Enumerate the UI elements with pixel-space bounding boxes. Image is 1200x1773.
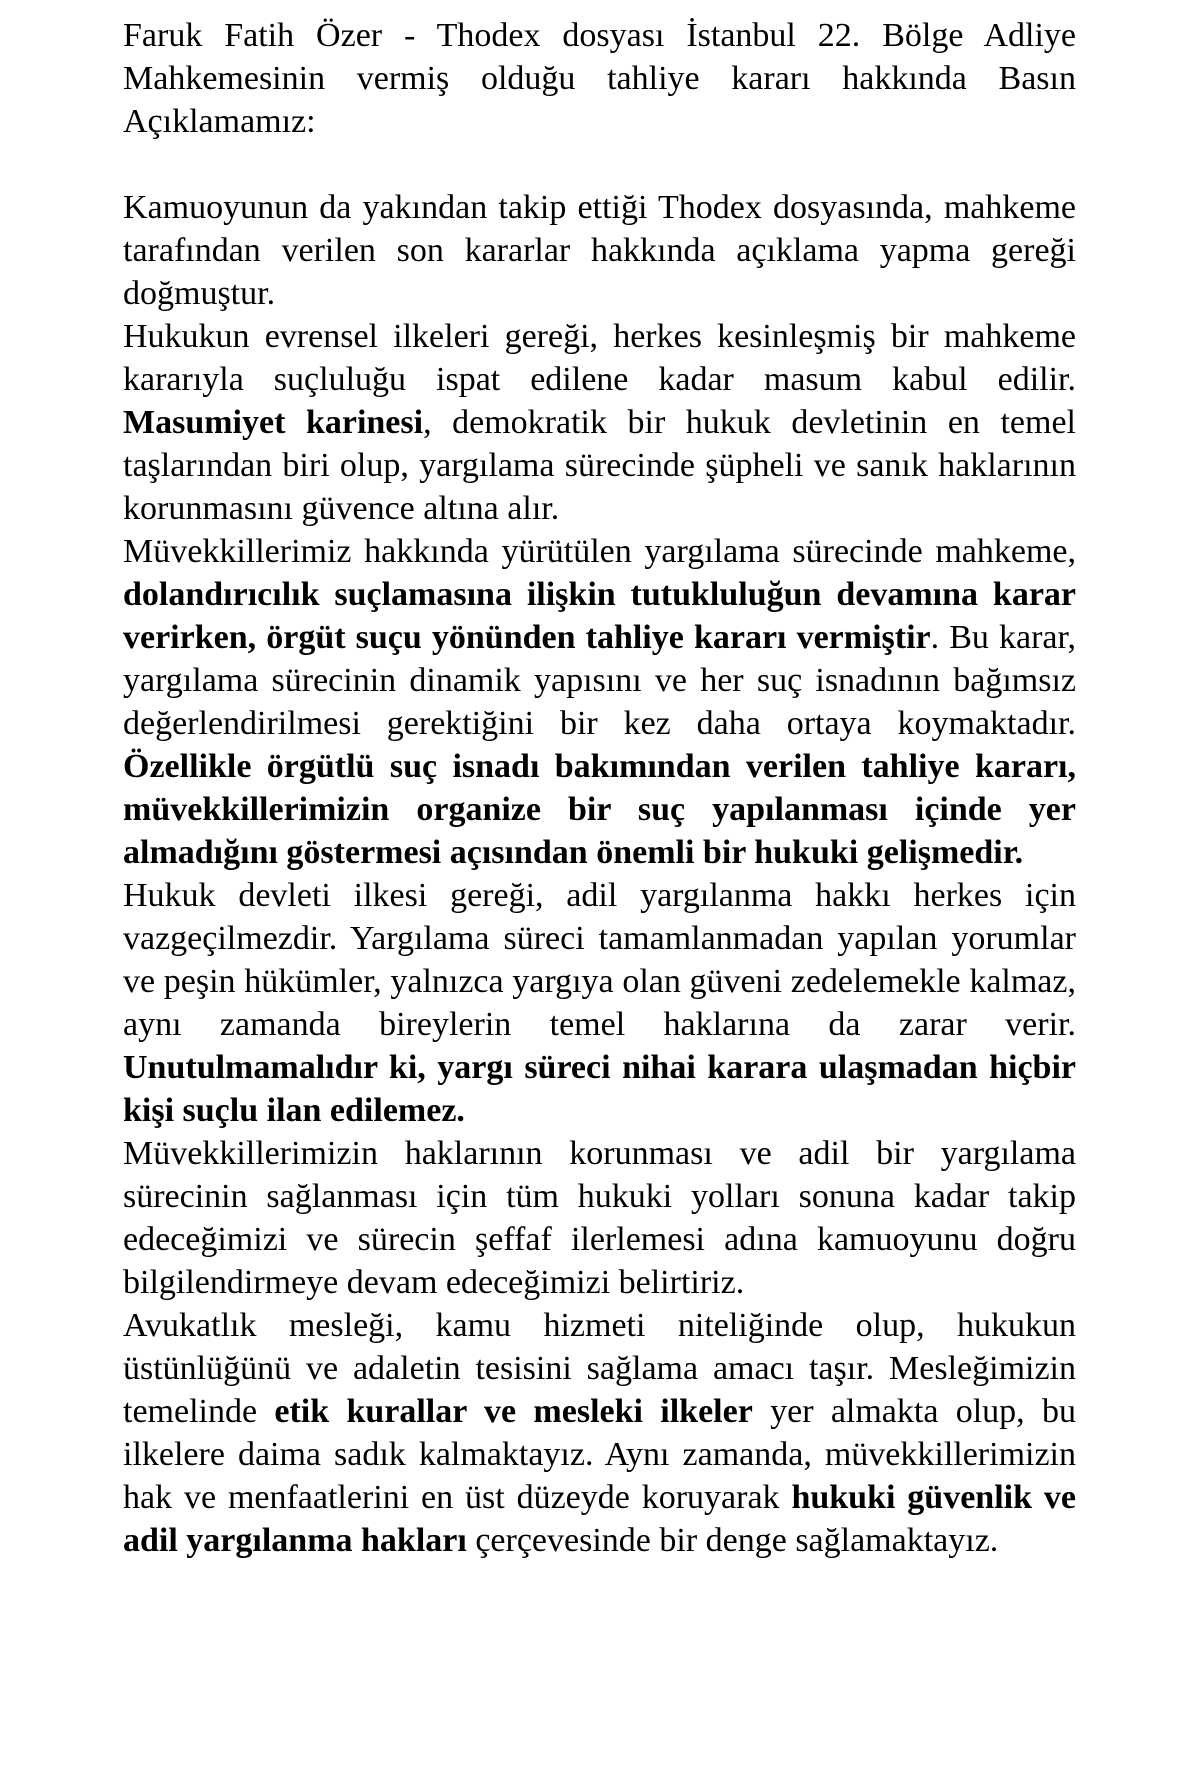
document-body: [123, 14, 1076, 1562]
text-segment: Müvekkillerimizin haklarının korunması ve adil bir yargılama sürecinin sağlanması için tüm hukuki yolları sonuna kadar takip edeceğimizi ve sürecin şeffaf ilerlemesi adına kamuoyunu doğru bilgilendirmeye devam edeceğimizi belirtiriz.: [123, 1135, 1076, 1301]
text-segment: Faruk Fatih Özer - Thodex dosyası İstanbul 22. Bölge Adliye Mahkemesinin vermiş olduğu tahliye kararı hakkında Basın Açıklamamız:: [123, 17, 1076, 140]
bold-text-segment: hukuki güvenlik ve adil yargılanma hakları: [123, 1479, 1076, 1559]
bold-text-segment: Unutulmamalıdır ki, yargı süreci nihai karara ulaşmadan hiçbir kişi suçlu ilan edilemez.: [123, 1049, 1076, 1129]
paragraph-masumiyet-karinesi: [123, 315, 1076, 530]
text-segment: yer almakta olup, bu ilkelere daima sadık kalmaktayız. Aynı zamanda, müvekkillerimizin hak ve menfaatlerini en üst düzeyde koruyarak: [123, 1393, 1076, 1516]
paragraph-hukuki-yollar: [123, 1132, 1076, 1304]
text-segment: Hukuk devleti ilkesi gereği, adil yargılanma hakkı herkes için vazgeçilmezdir. Yargılama süreci tamamlanmadan yapılan yorumlar ve peşin hükümler, yalnızca yargıya olan güveni zedelemekle kalmaz, aynı zamanda bireylerin temel haklarına da zarar verir.: [123, 877, 1076, 1043]
paragraph-tahliye-karari: [123, 530, 1076, 874]
paragraph-avukatlik-meslegi: [123, 1304, 1076, 1562]
text-segment: , demokratik bir hukuk devletinin en temel taşlarından biri olup, yargılama sürecinde şüpheli ve sanık haklarının korunmasını güvence altına alır.: [123, 404, 1076, 527]
text-segment: Müvekkillerimiz hakkında yürütülen yargılama sürecinde mahkeme,: [123, 533, 1076, 570]
text-segment: . Bu karar, yargılama sürecinin dinamik yapısını ve her suç isnadının bağımsız değerlendirilmesi gerektiğini bir kez daha ortaya koymaktadır.: [123, 619, 1076, 742]
text-segment: çerçevesinde bir denge sağlamaktayız.: [466, 1522, 999, 1559]
intro-heading: [123, 14, 1076, 143]
bold-text-segment: dolandırıcılık suçlamasına ilişkin tutukluluğun devamına karar verirken, örgüt suçu yönünden tahliye kararı vermiştir: [123, 576, 1076, 656]
paragraph-adil-yargilanma: [123, 874, 1076, 1132]
text-segment: Hukukun evrensel ilkeleri gereği, herkes kesinleşmiş bir mahkeme kararıyla suçluluğu ispat edilene kadar masum kabul edilir.: [123, 318, 1076, 398]
bold-text-segment: Özellikle örgütlü suç isnadı bakımından verilen tahliye kararı, müvekkillerimizin organize bir suç yapılanması içinde yer almadığını göstermesi açısından önemli bir hukuki gelişmedir.: [123, 748, 1076, 871]
paragraph-aciklama-geregi: [123, 186, 1076, 315]
bold-text-segment: Masumiyet karinesi: [123, 404, 424, 441]
bold-text-segment: etik kurallar ve mesleki ilkeler: [274, 1393, 753, 1430]
text-segment: Avukatlık mesleği, kamu hizmeti niteliğinde olup, hukukun üstünlüğünü ve adaletin tesisini sağlama amacı taşır. Mesleğimizin temelinde: [123, 1307, 1076, 1430]
text-segment: Kamuoyunun da yakından takip ettiği Thodex dosyasında, mahkeme tarafından verilen son kararlar hakkında açıklama yapma gereği doğmuştur.: [123, 189, 1076, 312]
